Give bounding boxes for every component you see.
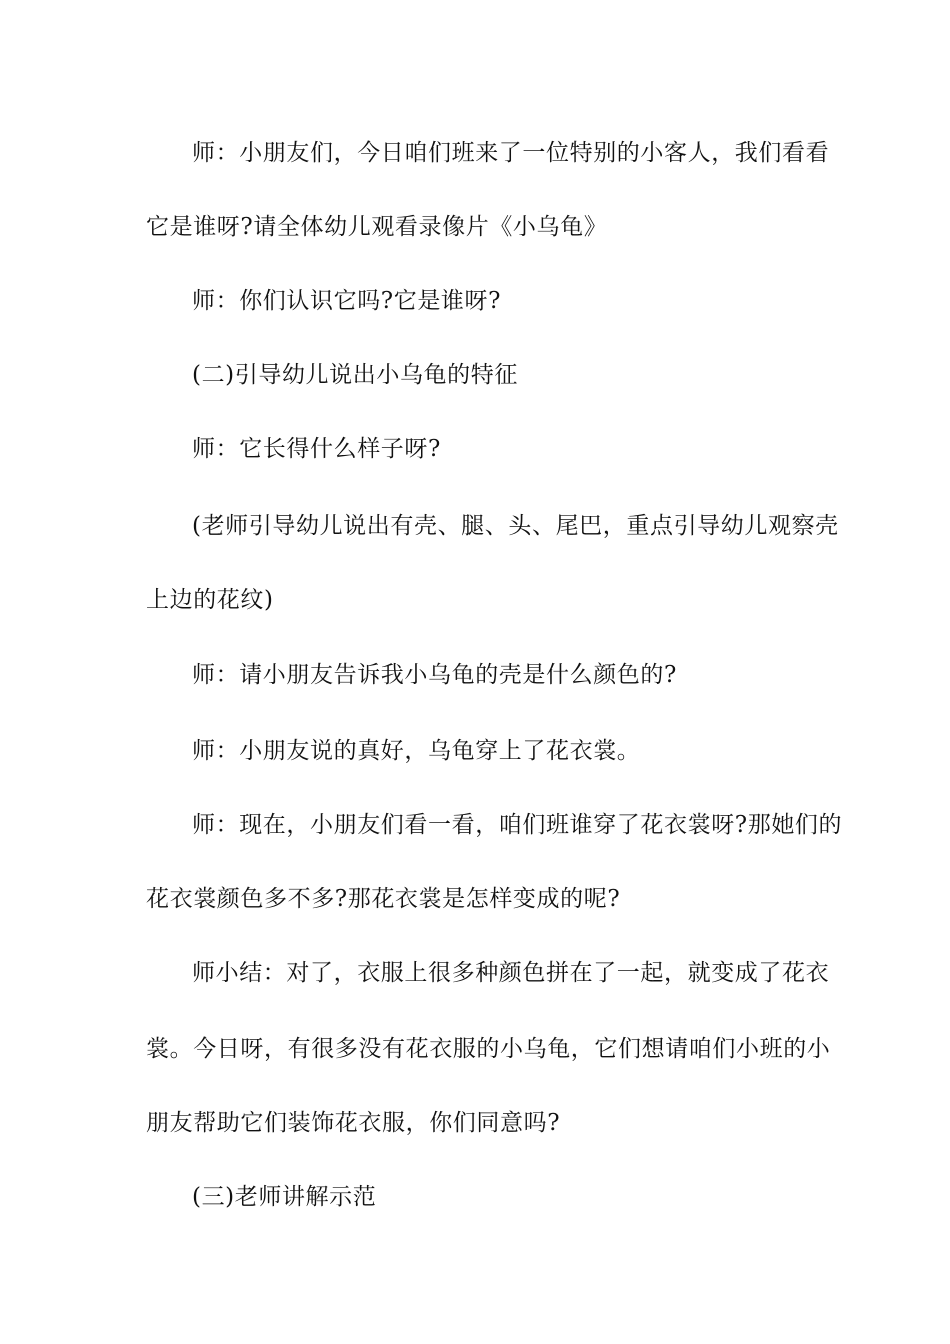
section-heading: (三)老师讲解示范 (192, 1184, 377, 1210)
paragraph-line: (老师引导幼儿说出有壳、腿、头、尾巴，重点引导幼儿观察壳 (192, 513, 839, 539)
paragraph-line: 花衣裳颜色多不多?那花衣裳是怎样变成的呢? (146, 886, 621, 912)
paragraph-line: 朋友帮助它们装饰花衣服，你们同意吗? (146, 1110, 561, 1136)
paragraph-line: 师：你们认识它吗?它是谁呀? (192, 288, 502, 314)
section-heading: (二)引导幼儿说出小乌龟的特征 (192, 362, 518, 388)
paragraph-line: 师：它长得什么样子呀? (192, 436, 441, 462)
paragraph-line: 师：请小朋友告诉我小乌龟的壳是什么颜色的? (192, 662, 677, 688)
paragraph-line: 它是谁呀?请全体幼儿观看录像片《小乌龟》 (146, 214, 608, 240)
paragraph-line: 上边的花纹) (146, 587, 274, 613)
paragraph-line: 师：小朋友们，今日咱们班来了一位特别的小客人，我们看看 (192, 140, 830, 166)
paragraph-line: 师：小朋友说的真好，乌龟穿上了花衣裳。 (192, 738, 641, 764)
paragraph-line: 师小结：对了，衣服上很多种颜色拼在了一起，就变成了花衣 (192, 960, 830, 986)
paragraph-line: 师：现在，小朋友们看一看，咱们班谁穿了花衣裳呀?那她们的 (192, 812, 843, 838)
paragraph-line: 裳。今日呀，有很多没有花衣服的小乌龟，它们想请咱们小班的小 (146, 1036, 831, 1062)
